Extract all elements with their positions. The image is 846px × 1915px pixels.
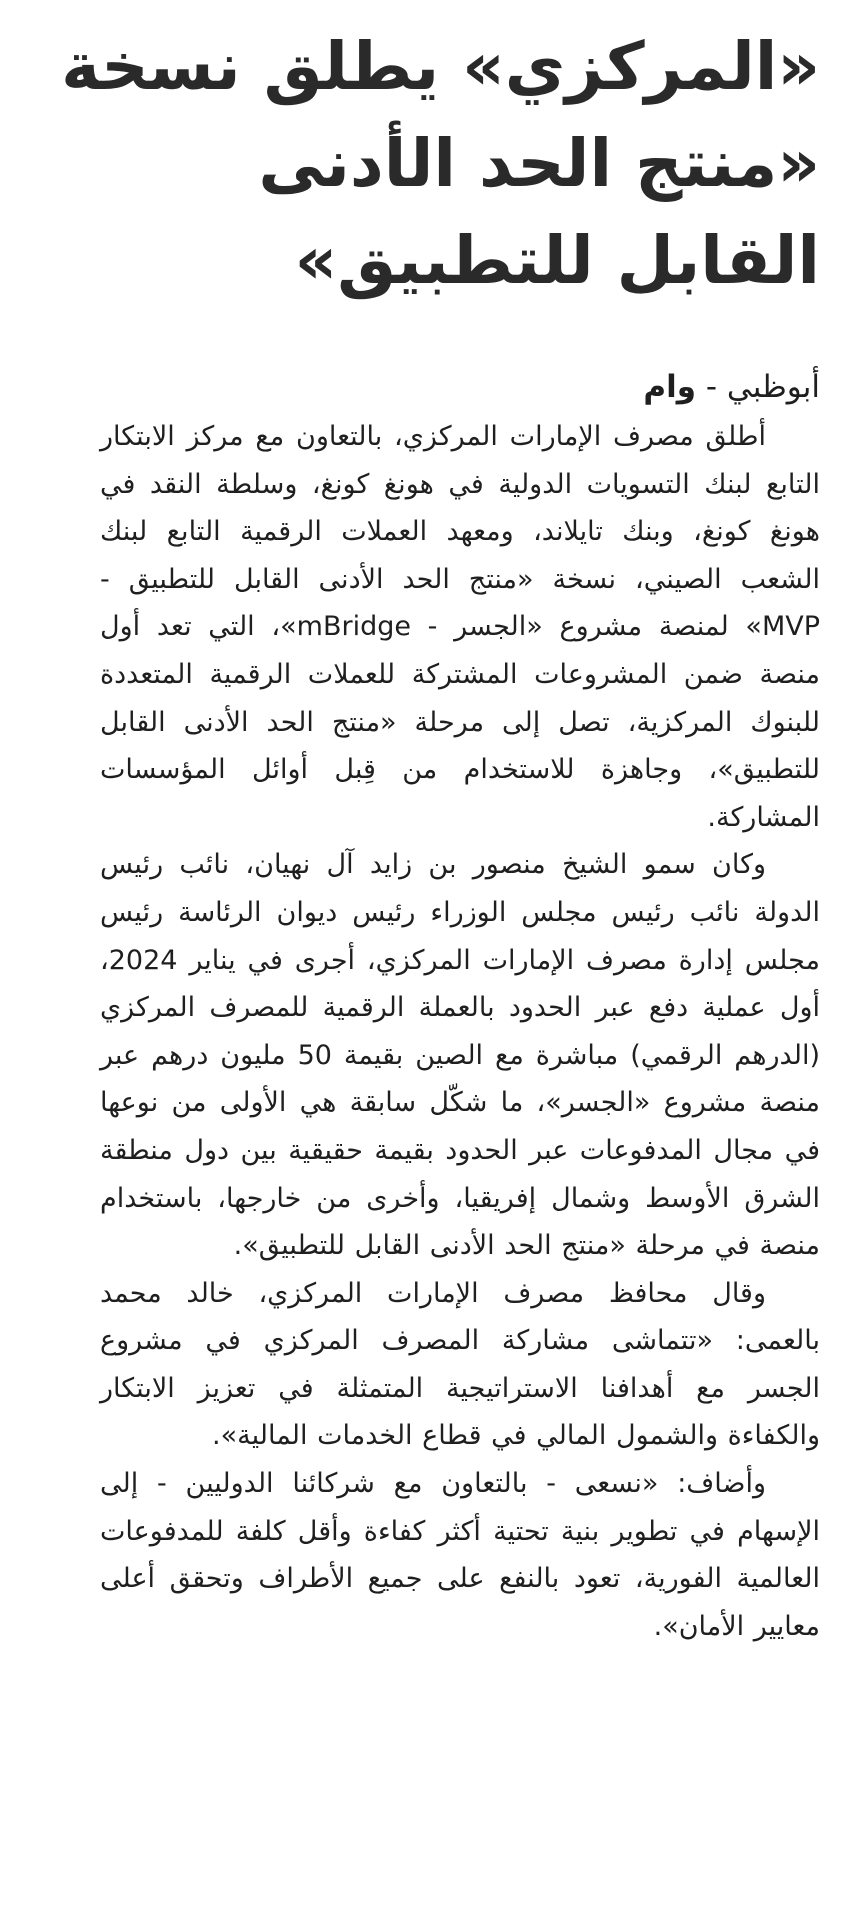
headline-line: «المركزي» يطلق نسخة [61,28,820,105]
headline-line: «منتج الحد الأدنى [258,125,820,202]
article-paragraph: وأضاف: «نسعى - بالتعاون مع شركائنا الدوليين - إلى الإسهام في تطوير بنية تحتية أكثر كفاءة وأقل كلفة للمدفوعات العالمية الفورية، تعود بالنفع على جميع الأطراف وتحقق أعلى معايير الأمان». [100,1468,820,1642]
dateline-city: أبوظبي [726,369,820,405]
article-paragraph: وقال محافظ مصرف الإمارات المركزي، خالد محمد بالعمى: «تتماشى مشاركة المصرف المركزي في مشروع الجسر مع أهدافنا الاستراتيجية المتمثلة في تعزيز الابتكار والكفاءة والشمول المالي في قطاع الخدمات المالية». [100,1277,820,1452]
article-headline [61,18,820,309]
article-body [100,413,820,1650]
article-paragraph: وكان سمو الشيخ منصور بن زايد آل نهيان، نائب رئيس الدولة نائب رئيس مجلس الوزراء رئيس ديوان الرئاسة رئيس مجلس إدارة مصرف الإمارات المركزي، أجرى في يناير 2024، أول عملية دفع عبر الحدود بالعملة الرقمية للمصرف المركزي (الدرهم الرقمي) مباشرة مع الصين بقيمة 50 مليون درهم عبر منصة مشروع «الجسر»، ما شكّل سابقة هي الأولى من نوعها في مجال المدفوعات عبر الحدود بقيمة حقيقية بين دول منطقة الشرق الأوسط وشمال إفريقيا، وأخرى من خارجها، باستخدام منصة في مرحلة «منتج الحد الأدنى القابل للتطبيق». [100,849,820,1262]
dateline-separator: - [705,369,718,405]
headline-line: القابل للتطبيق» [294,222,820,299]
dateline-agency: وام [643,369,696,405]
article-paragraph: أطلق مصرف الإمارات المركزي، بالتعاون مع مركز الابتكار التابع لبنك التسويات الدولية في هونغ كونغ، وسلطة النقد في هونغ كونغ، وبنك تايلاند، ومعهد العملات الرقمية التابع لبنك الشعب الصيني، نسخة «منتج الحد الأدنى القابل للتطبيق - MVP» لمنصة مشروع «الجسر - mBridge»، التي تعد أول منصة ضمن المشروعات المشتركة للعملات الرقمية المتعددة للبنوك المركزية، تصل إلى مرحلة «منتج الحد الأدنى القابل للتطبيق»، وجاهزة للاستخدام من قِبل أوائل المؤسسات المشاركة. [100,421,820,833]
article-dateline [100,363,820,411]
